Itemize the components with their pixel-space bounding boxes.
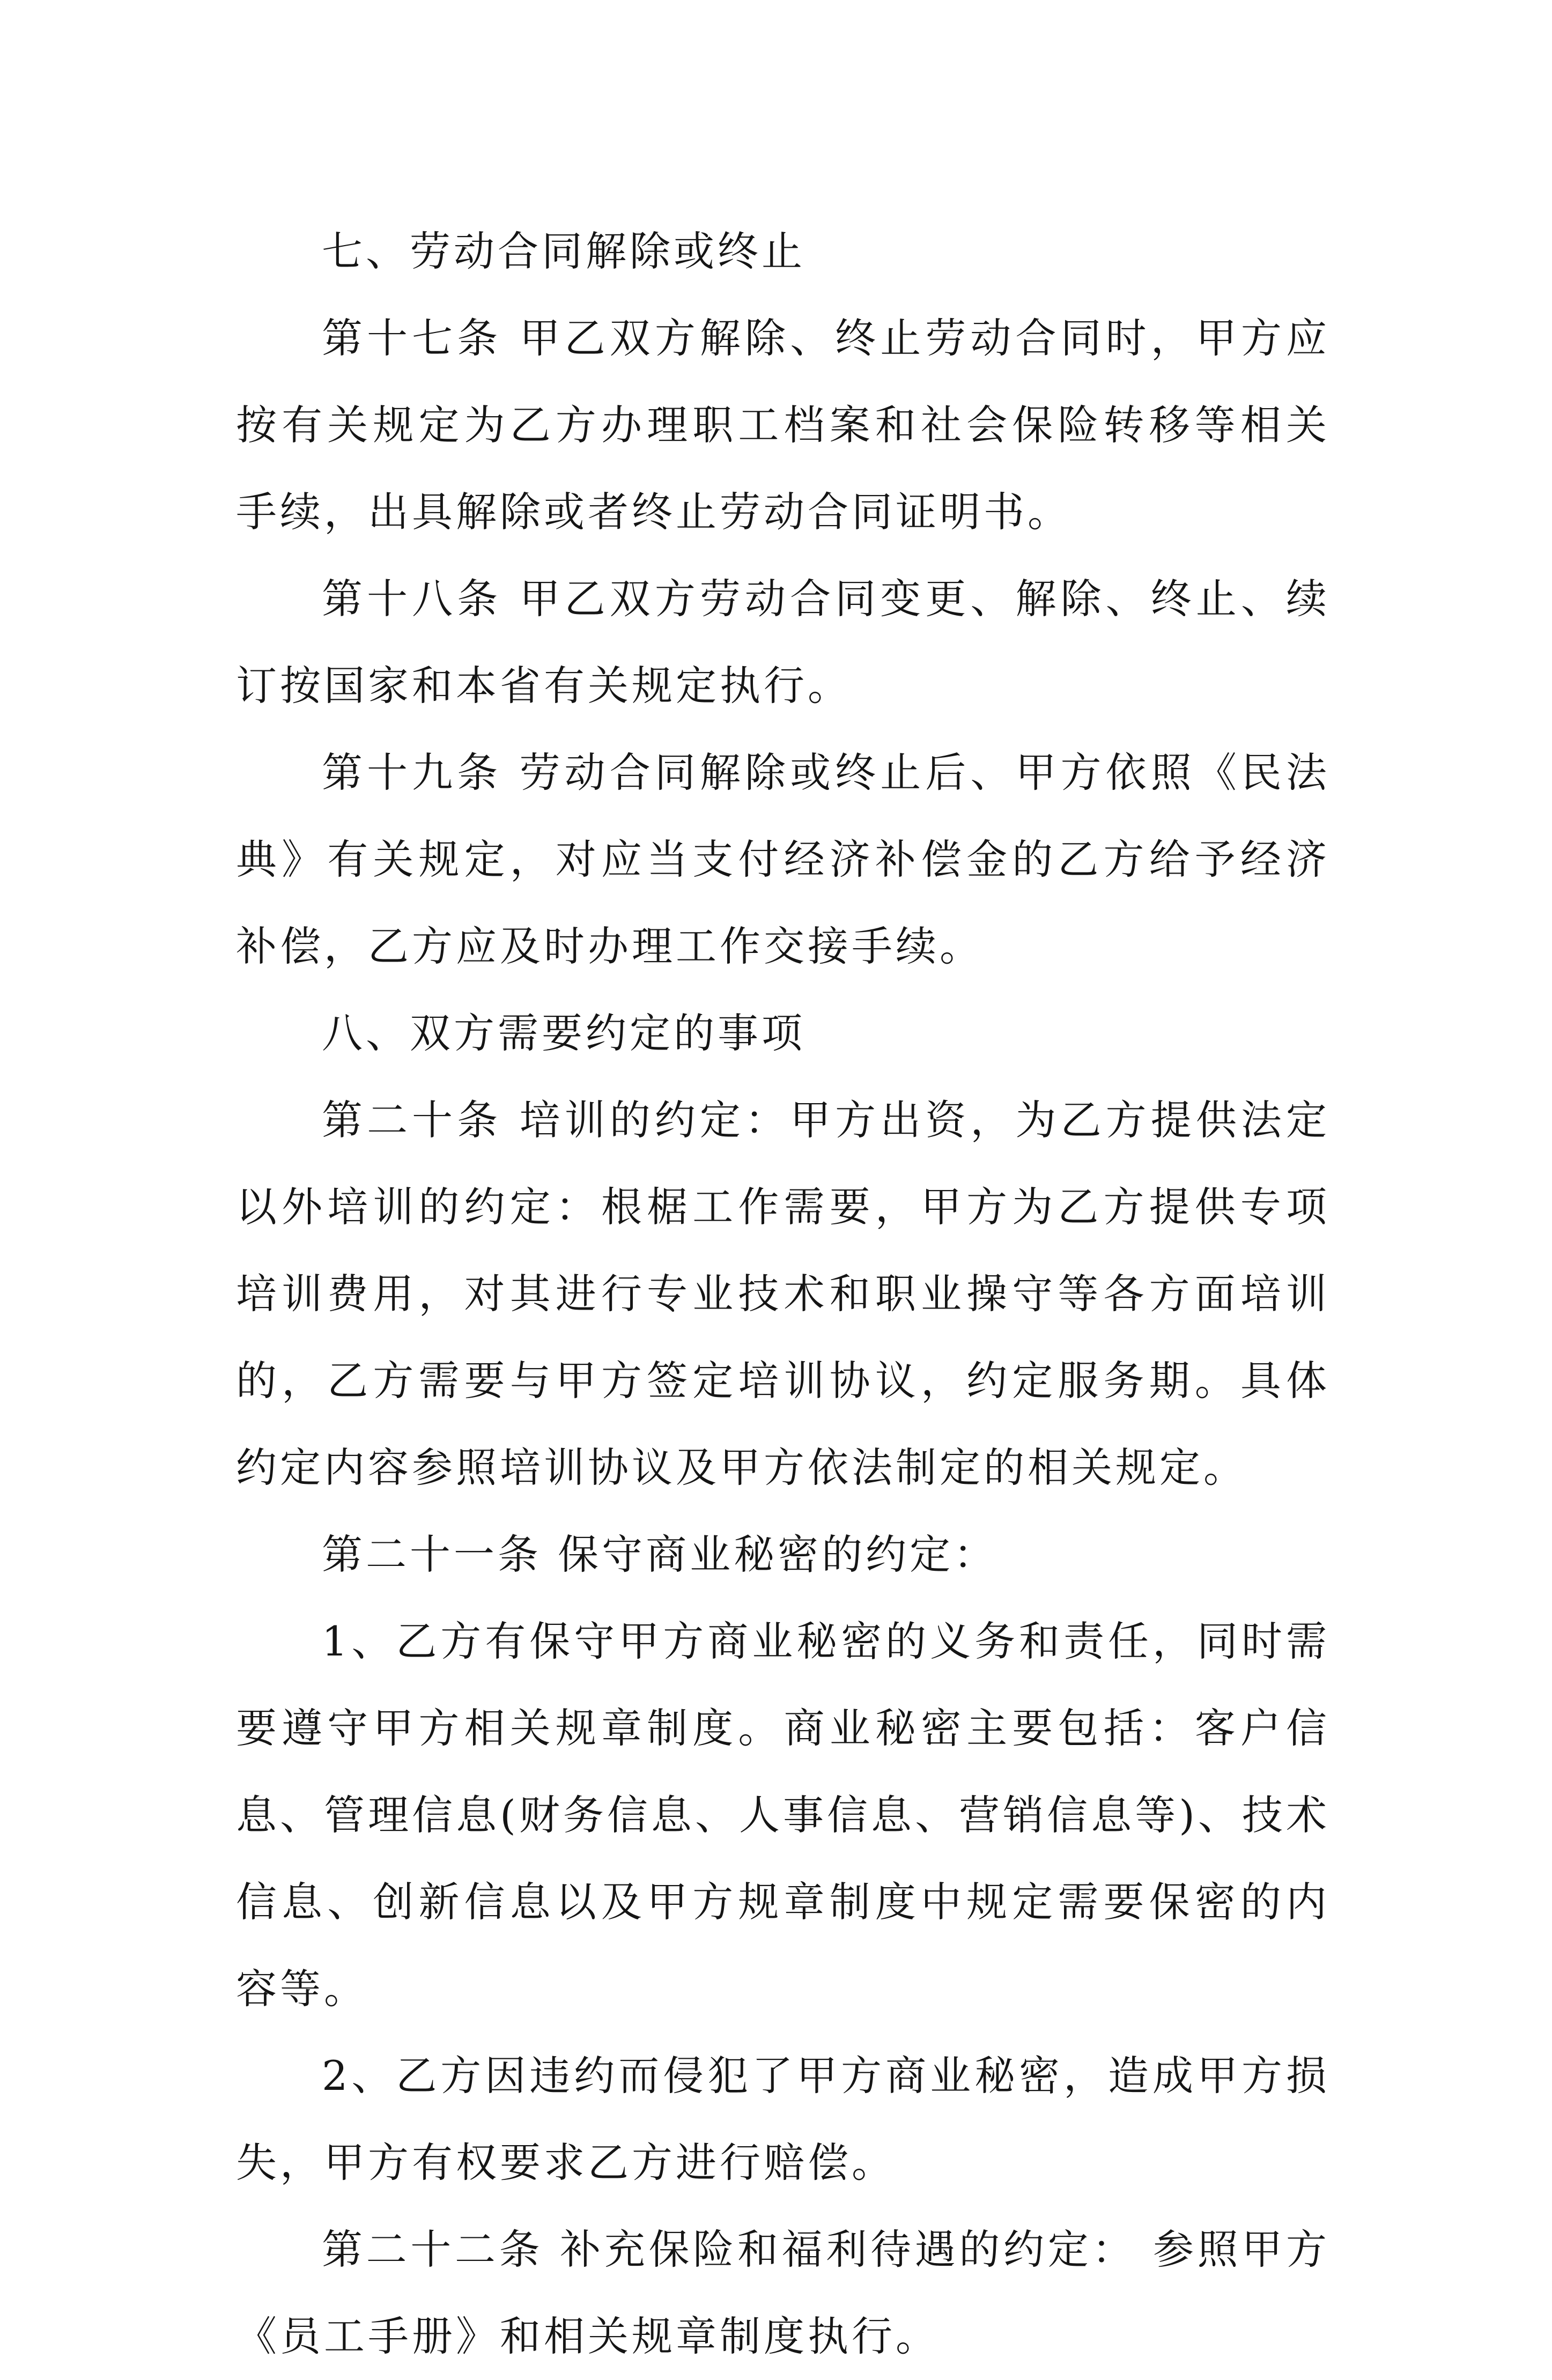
article-22: 第二十二条 补充保险和福利待遇的约定： 参照甲方《员工手册》和相关规章制度执行。 (236, 2226, 1330, 2360)
article-19: 第十九条 劳动合同解除或终止后、甲方依照《民法典》有关规定，对应当支付经济补偿金的乙方给予经济补偿，乙方应及时办理工作交接手续。 (236, 749, 1330, 970)
article-18: 第十八条 甲乙双方劳动合同变更、解除、终止、续订按国家和本省有关规定执行。 (236, 575, 1330, 709)
article-17: 第十七条 甲乙双方解除、终止劳动合同时，甲方应按有关规定为乙方办理职工档案和社会保险转移等相关手续，出具解除或者终止劳动合同证明书。 (236, 314, 1330, 536)
article-21-item-2: 2、乙方因违约而侵犯了甲方商业秘密，造成甲方损失，甲方有权要求乙方进行赔偿。 (236, 2052, 1330, 2186)
article-21-item-1: 1、乙方有保守甲方商业秘密的义务和责任，同时需要遵守甲方相关规章制度。商业秘密主要包括：客户信息、管理信息(财务信息、人事信息、营销信息等)、技术信息、创新信息以及甲方规章制度中规定需要保密的内容等。 (236, 1617, 1330, 2013)
section-heading-agreed-matters: 八、双方需要约定的事项 (322, 1009, 805, 1057)
article-20: 第二十条 培训的约定：甲方出资，为乙方提供法定以外培训的约定：根椐工作需要，甲方为乙方提供专项培训费用，对其进行专业技术和职业操守等各方面培训的，乙方需要与甲方签定培训协议，约定服务期。具体约定内容参照培训协议及甲方依法制定的相关规定。 (236, 1096, 1330, 1491)
section-heading-termination: 七、劳动合同解除或终止 (322, 227, 805, 275)
article-21: 第二十一条 保守商业秘密的约定： (322, 1531, 998, 1578)
document-body (236, 208, 1330, 2380)
